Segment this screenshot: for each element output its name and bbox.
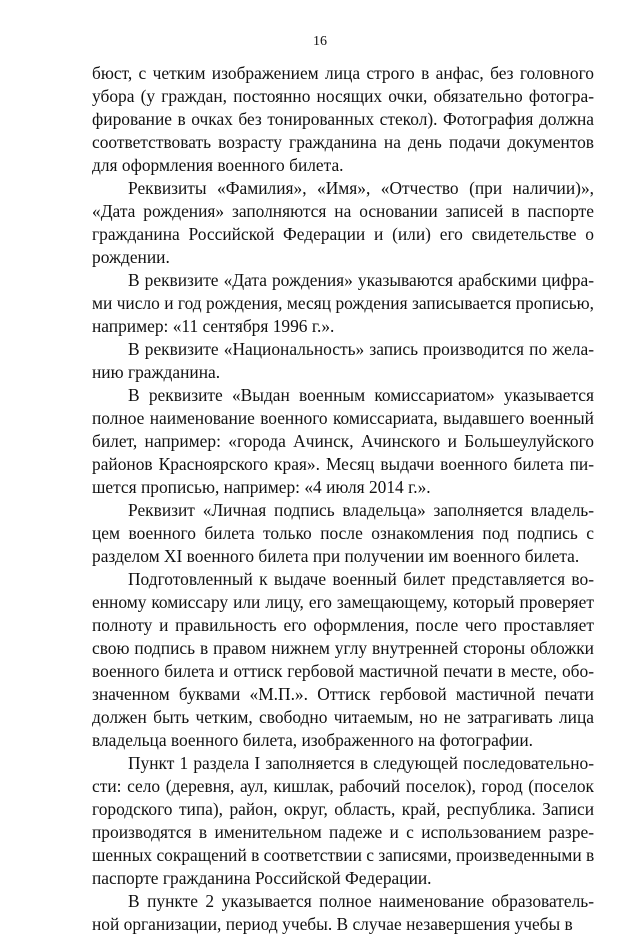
paragraph [92,890,594,936]
text-line: военного билета и оттиск гербовой мастичной печати в месте, обо- [92,661,594,681]
paragraph [92,177,594,269]
paragraph [92,384,594,499]
text-line: шется прописью, например: «4 июля 2014 г.». [92,477,431,497]
text-line: полноту и правильность его оформления, после чего проставляет [92,615,594,635]
text-line: для оформления военного билета. [92,155,344,175]
text-line: разделом XI военного билета при получении им военного билета. [92,546,580,566]
document-body [92,62,594,936]
text-line: рождении. [92,247,170,267]
text-line: полное наименование военного комиссариата, выдавшего военный [92,408,594,428]
text-line: цем военного билета только после ознакомления под подпись с [92,523,594,543]
paragraph [92,269,594,338]
paragraph [92,499,594,568]
text-line: енному комиссару или лицу, его замещающему, который проверяет [92,592,594,612]
text-line: гражданина Российской Федерации и (или) его свидетельстве о [92,224,594,244]
text-line: владельца военного билета, изображенного на фотографии. [92,730,534,750]
text-line: Реквизит «Личная подпись владельца» заполняется владель- [128,500,594,520]
text-line: «Дата рождения» заполняются на основании записей в паспорте [92,201,594,221]
text-line: убора (у граждан, постоянно носящих очки, обязательно фотогра- [92,86,594,106]
text-line: сти: село (деревня, аул, кишлак, рабочий поселок), город (поселок [92,776,594,796]
text-line: билет, например: «города Ачинск, Ачинского и Большеулуйского [92,431,594,451]
text-line: шенных сокращений в соответствии с записями, произведенными в [92,845,595,865]
text-line: например: «11 сентября 1996 г.». [92,316,335,336]
text-line: ми число и год рождения, месяц рождения записывается прописью, [92,293,594,313]
text-line: В реквизите «Дата рождения» указываются арабскими цифра- [128,270,594,290]
text-line: производятся в именительном падеже и с использованием разре- [92,822,594,842]
text-line: В реквизите «Выдан военным комиссариатом» указывается [128,385,594,405]
text-line: соответствовать возрасту гражданина на день подачи документов [92,132,594,152]
paragraph [92,62,594,177]
paragraph [92,568,594,752]
text-line: Подготовленный к выдаче военный билет представляется во- [128,569,594,589]
text-line: В реквизите «Национальность» запись производится по жела- [128,339,594,359]
text-line: В пункте 2 указывается полное наименование образователь- [128,891,594,911]
paragraph [92,752,594,890]
text-line: нию гражданина. [92,362,221,382]
paragraph [92,338,594,384]
text-line: городского типа), район, округ, область, край, республика. Записи [92,799,594,819]
text-line: Реквизиты «Фамилия», «Имя», «Отчество (при наличии)», [128,178,594,198]
text-line: районов Красноярского края». Месяц выдачи военного билета пи- [92,454,594,474]
text-line: ной организации, период учебы. В случае незавершения учебы в [92,914,573,934]
text-line: паспорте гражданина Российской Федерации. [92,868,432,888]
text-line: бюст, с четким изображением лица строго в анфас, без головного [92,63,594,83]
text-line: значенном буквами «М.П.». Оттиск гербовой мастичной печати [92,684,594,704]
text-line: свою подпись в правом нижнем углу внутренней стороны обложки [92,638,594,658]
text-line: должен быть четким, свободно читаемым, но не затрагивать лица [92,707,594,727]
text-line: фирование в очках без тонированных стекол). Фотография должна [92,109,594,129]
page-number: 16 [313,34,327,49]
text-line: Пункт 1 раздела I заполняется в следующей последовательно- [128,753,594,773]
